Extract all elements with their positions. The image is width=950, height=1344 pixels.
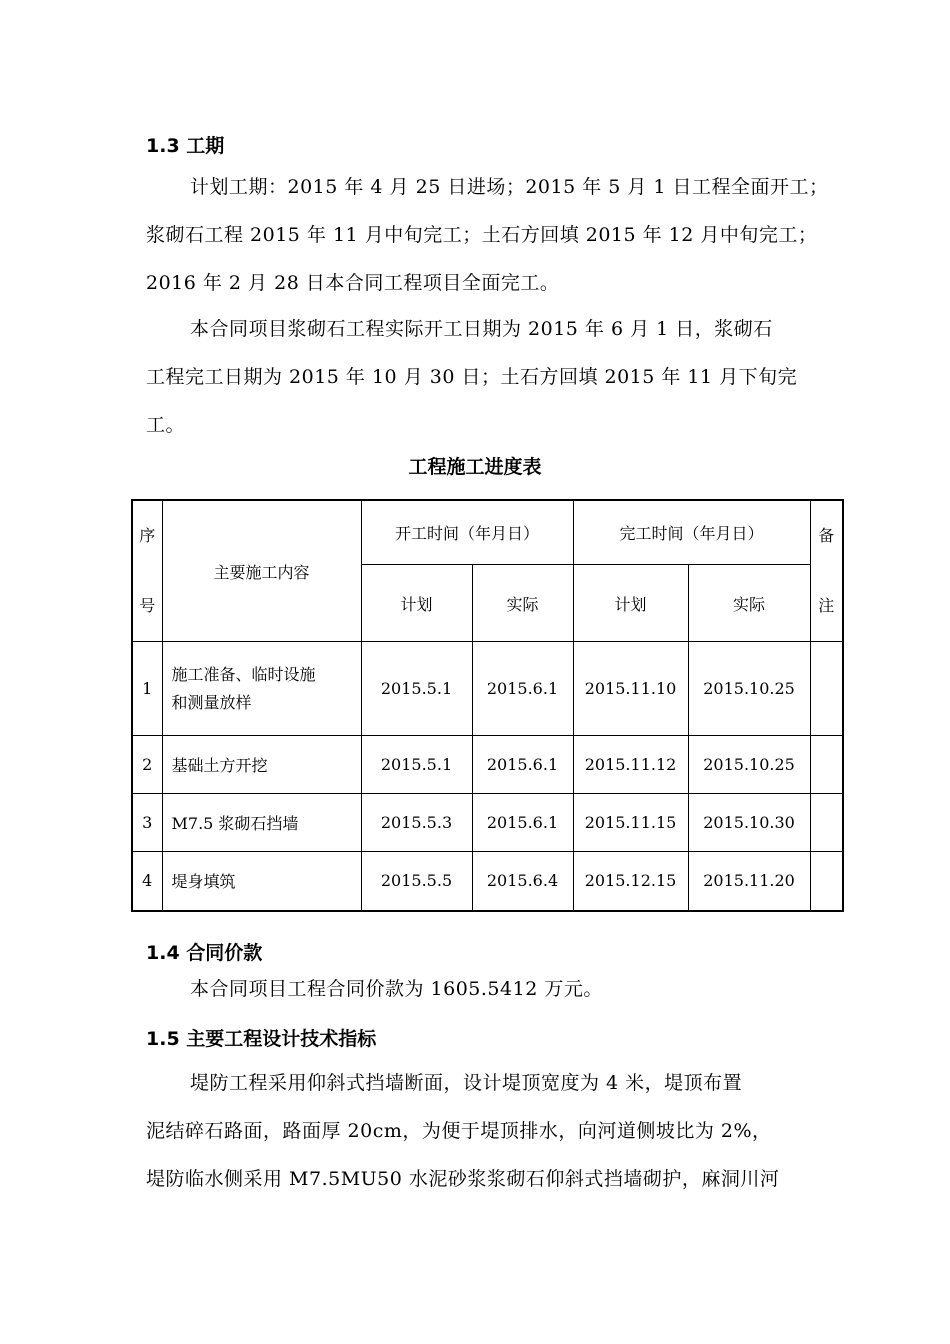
construction-schedule-table — [131, 499, 844, 912]
header-start-time: 开工时间（年月日） — [361, 500, 573, 565]
section-heading-1-4: 1.4 合同价款 — [146, 942, 263, 964]
cell-finish-actual: 2015.10.25 — [688, 642, 810, 736]
cell-start-plan: 2015.5.3 — [361, 794, 472, 852]
paragraph-planned-schedule — [146, 163, 836, 307]
cell-finish-actual: 2015.10.30 — [688, 794, 810, 852]
cell-note — [810, 736, 843, 794]
cell-start-plan: 2015.5.1 — [361, 642, 472, 736]
cell-content: 施工准备、临时设施 和测量放样 — [162, 642, 361, 736]
paragraph-line: 本合同项目浆砌石工程实际开工日期为 2015 年 6 月 1 日，浆砌石 — [190, 318, 773, 340]
paragraph-line: 工程完工日期为 2015 年 10 月 30 日；土石方回填 2015 年 11 月下旬完 — [146, 366, 798, 388]
cell-finish-plan: 2015.12.15 — [573, 852, 688, 911]
paragraph-actual-schedule — [146, 305, 836, 449]
header-finish-time: 完工时间（年月日） — [573, 500, 810, 565]
header-content: 主要施工内容 — [162, 500, 361, 642]
cell-no: 1 — [132, 642, 162, 736]
table-row — [132, 736, 843, 794]
table-row — [132, 642, 843, 736]
cell-note — [810, 852, 843, 911]
cell-start-plan: 2015.5.5 — [361, 852, 472, 911]
paragraph-contract-price — [146, 965, 836, 1013]
cell-finish-plan: 2015.11.12 — [573, 736, 688, 794]
cell-content: 堤身填筑 — [162, 852, 361, 911]
header-finish-actual: 实际 — [688, 565, 810, 642]
paragraph-line: 计划工期：2015 年 4 月 25 日进场；2015 年 5 月 1 日工程全面开工； — [190, 176, 829, 198]
paragraph-line: 泥结碎石路面，路面厚 20cm，为便于堤顶排水，向河道侧坡比为 2%， — [146, 1120, 772, 1142]
header-start-actual: 实际 — [472, 565, 573, 642]
cell-content: M7.5 浆砌石挡墙 — [162, 794, 361, 852]
section-heading-1-3: 1.3 工期 — [146, 135, 225, 157]
cell-no: 2 — [132, 736, 162, 794]
cell-finish-plan: 2015.11.15 — [573, 794, 688, 852]
paragraph-line: 浆砌石工程 2015 年 11 月中旬完工；土石方回填 2015 年 12 月中旬完工； — [146, 224, 818, 246]
paragraph-line: 2016 年 2 月 28 日本合同工程项目全面完工。 — [146, 272, 560, 294]
cell-finish-plan: 2015.11.10 — [573, 642, 688, 736]
cell-start-actual: 2015.6.1 — [472, 794, 573, 852]
cell-start-plan: 2015.5.1 — [361, 736, 472, 794]
paragraph-line: 工。 — [146, 414, 186, 436]
cell-no: 4 — [132, 852, 162, 911]
cell-finish-actual: 2015.10.25 — [688, 736, 810, 794]
table-row — [132, 852, 843, 911]
cell-note — [810, 794, 843, 852]
table-row — [132, 794, 843, 852]
cell-start-actual: 2015.6.4 — [472, 852, 573, 911]
cell-note — [810, 642, 843, 736]
cell-start-actual: 2015.6.1 — [472, 642, 573, 736]
header-finish-plan: 计划 — [573, 565, 688, 642]
cell-no: 3 — [132, 794, 162, 852]
header-note: 备 注 — [810, 500, 843, 642]
paragraph-line: 堤防工程采用仰斜式挡墙断面，设计堤顶宽度为 4 米，堤顶布置 — [190, 1072, 743, 1094]
section-heading-1-5: 1.5 主要工程设计技术指标 — [146, 1028, 377, 1050]
cell-content: 基础土方开挖 — [162, 736, 361, 794]
table-header-row — [132, 500, 843, 565]
paragraph-line: 堤防临水侧采用 M7.5MU50 水泥砂浆浆砌石仰斜式挡墙砌护，麻洞川河 — [146, 1168, 780, 1190]
paragraph-design-indicators — [146, 1059, 836, 1203]
paragraph-line: 本合同项目工程合同价款为 1605.5412 万元。 — [190, 978, 603, 1000]
header-start-plan: 计划 — [361, 565, 472, 642]
table-title: 工程施工进度表 — [408, 456, 542, 478]
cell-finish-actual: 2015.11.20 — [688, 852, 810, 911]
cell-start-actual: 2015.6.1 — [472, 736, 573, 794]
header-seq: 序 号 — [132, 500, 162, 642]
